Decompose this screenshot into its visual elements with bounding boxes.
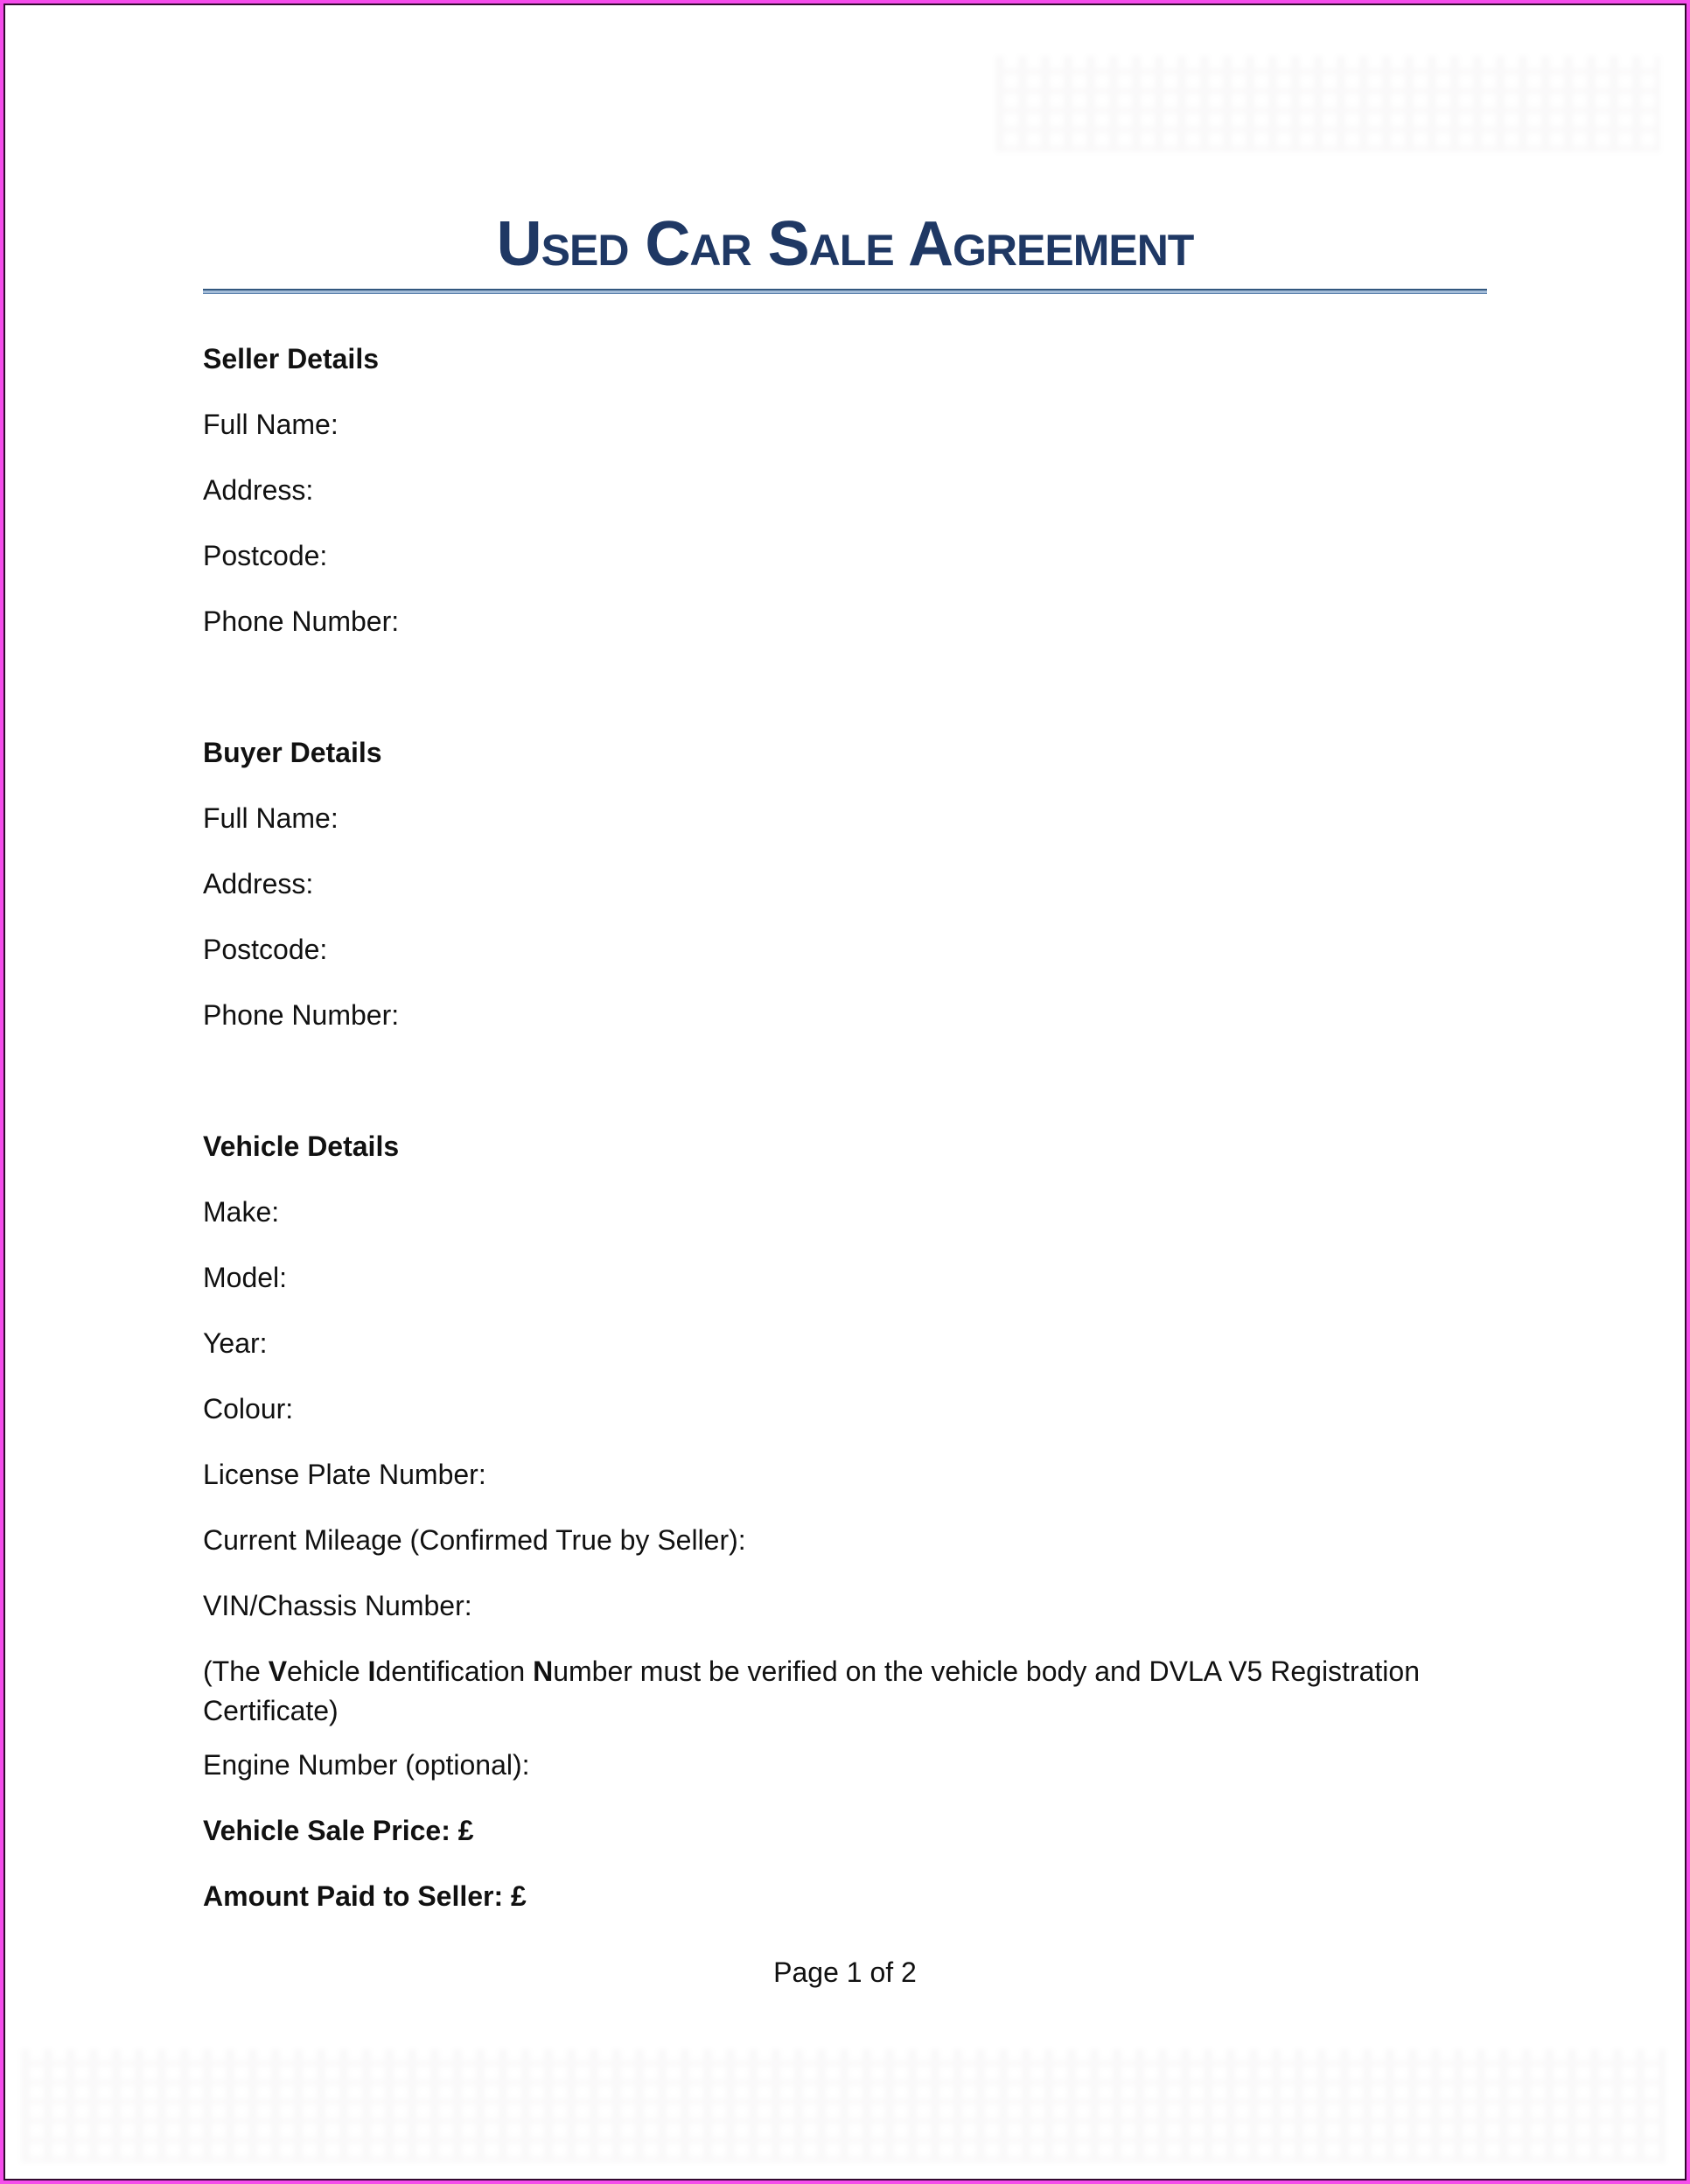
amount-paid-to-seller-label: Amount Paid to Seller: £ [203, 1880, 527, 1912]
vehicle-make-label: Make: [203, 1196, 280, 1228]
vin-note-text: ehicle [287, 1656, 368, 1687]
vehicle-sale-price-label: Vehicle Sale Price: £ [203, 1815, 474, 1846]
seller-phone-label: Phone Number: [203, 606, 400, 637]
watermark-texture-top [995, 56, 1660, 152]
watermark-texture-bottom [21, 2049, 1666, 2163]
engine-number-label: Engine Number (optional): [203, 1749, 530, 1781]
vin-verification-note [203, 1652, 1487, 1731]
vehicle-colour-label: Colour: [203, 1393, 294, 1424]
vehicle-details-heading: Vehicle Details [203, 1130, 400, 1162]
page-title: Used Car Sale Agreement [496, 209, 1194, 279]
vin-note-text: dentification [375, 1656, 534, 1687]
document-content [3, 206, 1687, 1992]
vin-note-text: (The [203, 1656, 269, 1687]
section-spacer [203, 1061, 1487, 1127]
vin-note-text: umber must be verified on the vehicle body and DVLA V5 Registration Certificate) [203, 1656, 1420, 1726]
buyer-address-label: Address: [203, 868, 314, 900]
vehicle-license-plate-label: License Plate Number: [203, 1459, 486, 1490]
buyer-postcode-label: Postcode: [203, 934, 328, 965]
seller-full-name-label: Full Name: [203, 409, 339, 440]
vin-note-bold-i: I [367, 1656, 376, 1687]
vehicle-year-label: Year: [203, 1327, 268, 1359]
seller-address-label: Address: [203, 474, 314, 506]
buyer-phone-label: Phone Number: [203, 999, 400, 1031]
title-divider-rule [203, 289, 1487, 294]
buyer-details-heading: Buyer Details [203, 737, 382, 768]
vehicle-model-label: Model: [203, 1262, 288, 1293]
vehicle-vin-label: VIN/Chassis Number: [203, 1590, 472, 1621]
buyer-full-name-label: Full Name: [203, 802, 339, 834]
vin-note-bold-n: N [533, 1656, 554, 1687]
page-number: Page 1 of 2 [773, 1956, 917, 1988]
seller-details-heading: Seller Details [203, 343, 379, 374]
vehicle-mileage-label: Current Mileage (Confirmed True by Seller): [203, 1524, 746, 1556]
section-spacer [203, 668, 1487, 733]
vin-note-bold-v: V [268, 1656, 288, 1687]
seller-postcode-label: Postcode: [203, 540, 328, 571]
